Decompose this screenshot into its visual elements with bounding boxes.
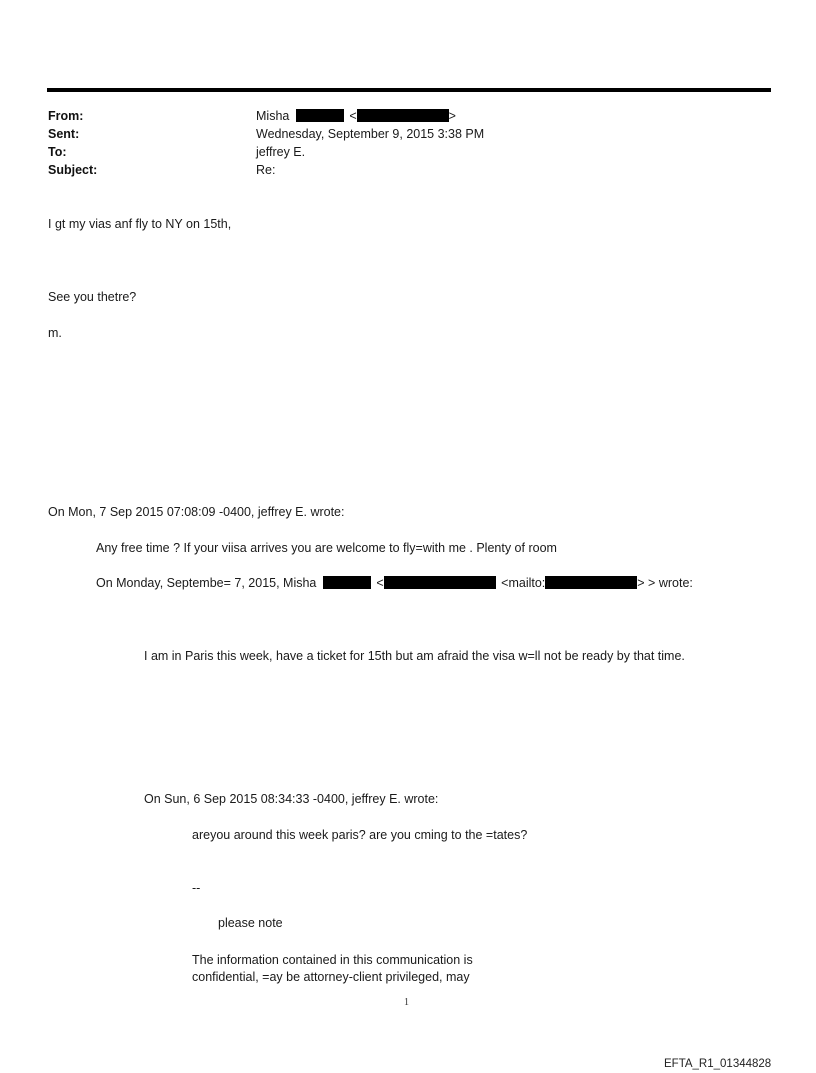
attr2-suffix: > > wrote: <box>637 576 693 590</box>
quote3-attribution: On Sun, 6 Sep 2015 08:34:33 -0400, jeffrey E. wrote: <box>144 792 439 806</box>
body-signoff: m. <box>48 326 62 340</box>
please-note: please note <box>218 916 283 930</box>
quote3-text: areyou around this week paris? are you cming to the =tates? <box>192 828 528 842</box>
from-label: From: <box>48 109 84 123</box>
page-number: 1 <box>404 997 409 1008</box>
header-rule <box>47 88 771 92</box>
signature-separator: -- <box>192 881 201 895</box>
quote1-attribution-2 <box>96 575 693 591</box>
quote1-attribution: On Mon, 7 Sep 2015 07:08:09 -0400, jeffrey E. wrote: <box>48 505 345 519</box>
redaction-block <box>296 109 344 122</box>
subject-label: Subject: <box>48 163 98 177</box>
quote2-text: I am in Paris this week, have a ticket for 15th but am afraid the visa w=ll not be ready by that time. <box>144 649 685 663</box>
from-value <box>256 108 456 124</box>
subject-value: Re: <box>256 163 276 177</box>
redaction-block <box>357 109 449 122</box>
body-line-1: I gt my vias anf fly to NY on 15th, <box>48 217 232 231</box>
sent-value: Wednesday, September 9, 2015 3:38 PM <box>256 127 485 141</box>
to-label: To: <box>48 145 67 159</box>
from-lt: < <box>349 109 357 123</box>
redaction-block <box>323 576 371 589</box>
redaction-block <box>384 576 496 589</box>
from-name: Misha <box>256 109 290 123</box>
document-id: EFTA_R1_01344828 <box>664 1058 772 1070</box>
sent-label: Sent: <box>48 127 80 141</box>
disclaimer-line-1: The information contained in this communication is <box>192 953 473 967</box>
attr2-prefix: On Monday, Septembe= 7, 2015, Misha <box>96 576 317 590</box>
disclaimer-line-2: confidential, =ay be attorney-client privileged, may <box>192 970 470 984</box>
redaction-block <box>545 576 637 589</box>
attr2-lt: < <box>376 576 384 590</box>
body-line-2: See you thetre? <box>48 290 137 304</box>
to-value: jeffrey E. <box>256 145 306 159</box>
quote1-text: Any free time ? If your viisa arrives you are welcome to fly=with me . Plenty of room <box>96 541 557 555</box>
from-gt: > <box>448 109 456 123</box>
attr2-mailto: <mailto: <box>501 576 546 590</box>
